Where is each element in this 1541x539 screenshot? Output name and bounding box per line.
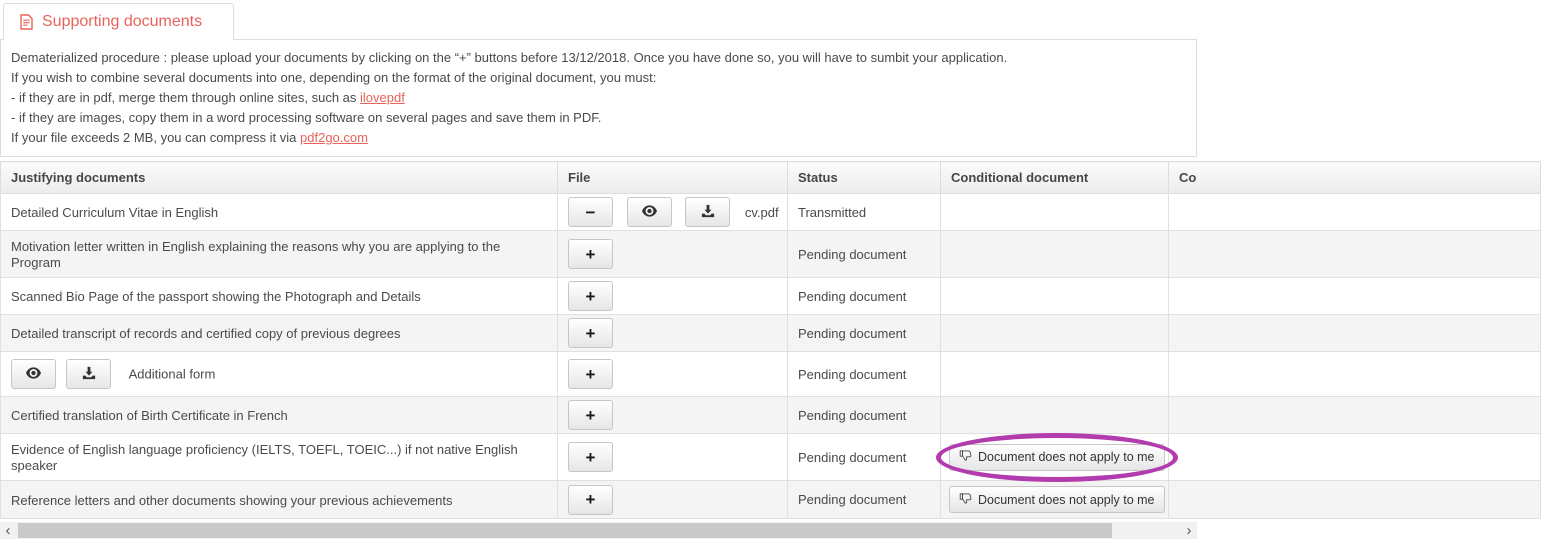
add-file-button[interactable]: [568, 400, 613, 430]
header-file: File: [558, 162, 788, 194]
view-file-button[interactable]: [627, 197, 672, 227]
file-name: cv.pdf: [744, 204, 779, 220]
plus-icon: +: [585, 323, 596, 343]
status-text: Transmitted: [798, 204, 867, 220]
download-icon: [701, 204, 715, 221]
download-file-button[interactable]: [685, 197, 730, 227]
add-file-button[interactable]: [568, 318, 613, 348]
header-status: Status: [788, 162, 941, 194]
instructions-panel: [0, 39, 1197, 157]
document-label: Certified translation of Birth Certificate in French: [11, 408, 288, 424]
scrollbar-thumb[interactable]: [18, 523, 1112, 538]
plus-icon: +: [585, 447, 596, 467]
tab-supporting-documents[interactable]: [3, 3, 234, 40]
table-row: [1, 278, 1541, 315]
add-file-button[interactable]: [568, 485, 613, 515]
instruction-line-4: - if they are images, copy them in a word processing software on several pages and save them in PDF.: [11, 110, 602, 125]
status-text: Pending document: [798, 492, 907, 508]
document-label: Additional form: [128, 366, 216, 382]
document-label: Scanned Bio Page of the passport showing the Photograph and Details: [11, 289, 421, 305]
add-file-button[interactable]: [568, 239, 613, 269]
scroll-left-arrow-icon[interactable]: ‹: [5, 522, 11, 539]
table-row: [1, 194, 1541, 231]
plus-icon: +: [585, 405, 596, 425]
add-file-button[interactable]: [568, 281, 613, 311]
eye-icon: [642, 205, 657, 220]
table-row: [1, 315, 1541, 352]
conditional-document-wrapper: [949, 486, 1165, 513]
eye-icon: [26, 367, 41, 382]
table-row: [1, 231, 1541, 278]
table-row: [1, 481, 1541, 519]
remove-file-button[interactable]: [568, 197, 613, 227]
pdf2go-link[interactable]: pdf2go.com: [300, 130, 368, 145]
plus-icon: +: [585, 364, 596, 384]
conditional-document-wrapper: [949, 444, 1165, 471]
plus-icon: +: [585, 490, 596, 510]
status-text: Pending document: [798, 325, 907, 341]
scroll-right-arrow-icon[interactable]: ›: [1186, 522, 1192, 539]
table-row: [1, 397, 1541, 434]
instruction-line-3: - if they are in pdf, merge them through online sites, such as ilovepdf: [11, 90, 405, 105]
document-label: Evidence of English language proficiency (IELTS, TOEFL, TOEIC...) if not native English speaker: [11, 442, 518, 474]
tab-label: Supporting documents: [42, 13, 203, 30]
plus-icon: +: [585, 244, 596, 264]
add-file-button[interactable]: [568, 359, 613, 389]
documents-table-container: [0, 161, 1197, 519]
thumbs-down-icon: [959, 492, 972, 508]
minus-icon: −: [585, 202, 596, 222]
table-header-row: [1, 162, 1541, 194]
document-not-apply-label: Document does not apply to me: [978, 450, 1155, 465]
header-justifying-documents: Justifying documents: [1, 162, 558, 194]
document-label: Motivation letter written in English explaining the reasons why you are applying to the Program: [11, 239, 501, 271]
document-inline-actions: [11, 359, 111, 389]
download-icon: [82, 366, 96, 383]
status-text: Pending document: [798, 407, 907, 423]
document-not-apply-button[interactable]: [949, 486, 1165, 513]
download-document-button[interactable]: [66, 359, 111, 389]
document-label: Detailed transcript of records and certified copy of previous degrees: [11, 326, 401, 342]
table-row: [1, 352, 1541, 397]
file-text-icon: [20, 14, 33, 30]
thumbs-down-icon: [959, 449, 972, 465]
ilovepdf-link[interactable]: ilovepdf: [360, 90, 405, 105]
instruction-line-2: If you wish to combine several documents into one, depending on the format of the original document, you must:: [11, 70, 657, 85]
table-body: [1, 194, 1541, 519]
status-text: Pending document: [798, 288, 907, 304]
instruction-line-1: Dematerialized procedure : please upload your documents by clicking on the “+” buttons before 13/12/2018. Once you have done so, you will have to sumbit your application.: [11, 50, 1008, 65]
plus-icon: +: [585, 286, 596, 306]
table-row: [1, 434, 1541, 481]
header-comment-clipped: Co: [1169, 162, 1541, 194]
status-text: Pending document: [798, 246, 907, 262]
status-text: Pending document: [798, 449, 907, 465]
header-conditional-document: Conditional document: [941, 162, 1169, 194]
instruction-line-5: If your file exceeds 2 MB, you can compress it via pdf2go.com: [11, 130, 368, 145]
view-document-button[interactable]: [11, 359, 56, 389]
document-label: Detailed Curriculum Vitae in English: [11, 205, 219, 221]
add-file-button[interactable]: [568, 442, 613, 472]
document-label: Reference letters and other documents showing your previous achievements: [11, 492, 453, 508]
horizontal-scrollbar[interactable]: [0, 522, 1197, 539]
documents-table: [0, 161, 1541, 519]
status-text: Pending document: [798, 366, 907, 382]
document-not-apply-label: Document does not apply to me: [978, 492, 1155, 507]
document-not-apply-button[interactable]: [949, 444, 1165, 471]
